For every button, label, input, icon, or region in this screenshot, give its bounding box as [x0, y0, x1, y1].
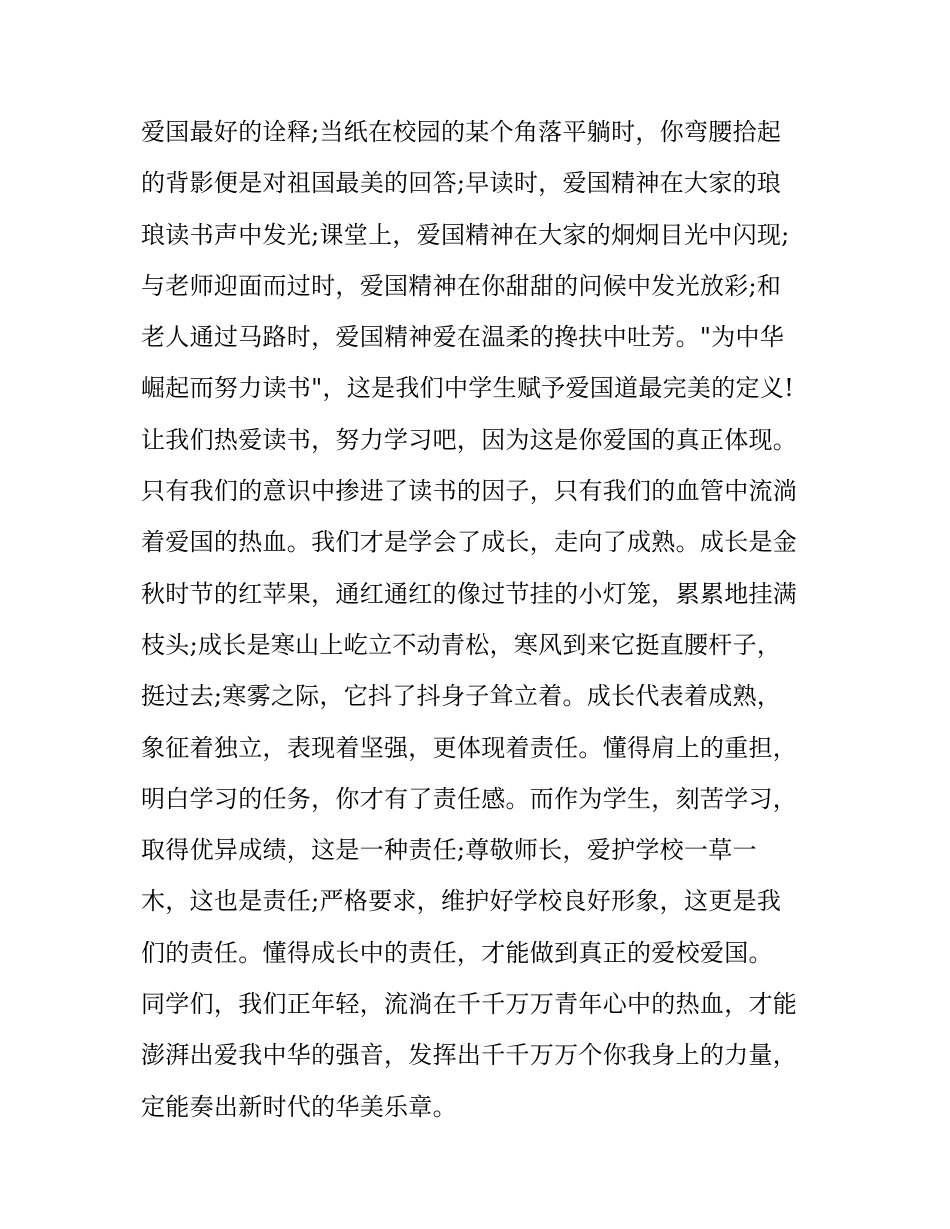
text-line-2: 的背影便是对祖国最美的回答;早读时，爱国精神在大家的琅	[141, 169, 782, 198]
text-line-13: 象征着独立，表现着坚强，更体现着责任。懂得肩上的重担，	[141, 733, 798, 762]
text-line-1: 爱国最好的诠释;当纸在校园的某个角落平躺时，你弯腰拾起	[141, 118, 782, 146]
text-line-3: 琅读书声中发光;课堂上，爱国精神在大家的炯炯目光中闪现;	[141, 220, 790, 249]
body-text	[141, 107, 821, 1133]
text-line-15: 取得优异成绩，这是一种责任;尊敬师长，爱护学校一草一	[141, 836, 757, 865]
text-line-14: 明白学习的任务，你才有了责任感。而作为学生，刻苦学习，	[141, 784, 798, 813]
text-line-9: 着爱国的热血。我们才是学会了成长，走向了成熟。成长是金	[141, 528, 798, 557]
text-line-20: 定能奏出新时代的华美乐章。	[141, 1092, 457, 1121]
text-line-8: 只有我们的意识中掺进了读书的因子，只有我们的血管中流淌	[141, 477, 798, 506]
text-line-19: 澎湃出爱我中华的强音，发挥出千千万万个你我身上的力量，	[141, 1041, 798, 1070]
text-line-7: 让我们热爱读书，努力学习吧，因为这是你爱国的真正体现。	[141, 425, 798, 454]
text-line-16: 木，这也是责任;严格要求，维护好学校良好形象，这更是我	[141, 887, 782, 916]
text-line-11: 枝头;成长是寒山上屹立不动青松，寒风到来它挺直腰杆子，	[141, 630, 782, 659]
text-line-18: 同学们，我们正年轻，流淌在千千万万青年心中的热血，才能	[141, 990, 798, 1019]
text-line-4: 与老师迎面而过时，爱国精神在你甜甜的问候中发光放彩;和	[141, 271, 782, 300]
text-line-17: 们的责任。懂得成长中的责任，才能做到真正的爱校爱国。	[141, 938, 773, 967]
text-line-6: 崛起而努力读书"，这是我们中学生赋予爱国道最完美的定义!	[141, 374, 795, 403]
text-line-10: 秋时节的红苹果，通红通红的像过节挂的小灯笼，累累地挂满	[141, 579, 798, 608]
text-line-5: 老人通过马路时，爱国精神爱在温柔的搀扶中吐芳。"为中华	[141, 323, 785, 352]
text-line-12: 挺过去;寒雾之际，它抖了抖身子耸立着。成长代表着成熟，	[141, 682, 782, 711]
